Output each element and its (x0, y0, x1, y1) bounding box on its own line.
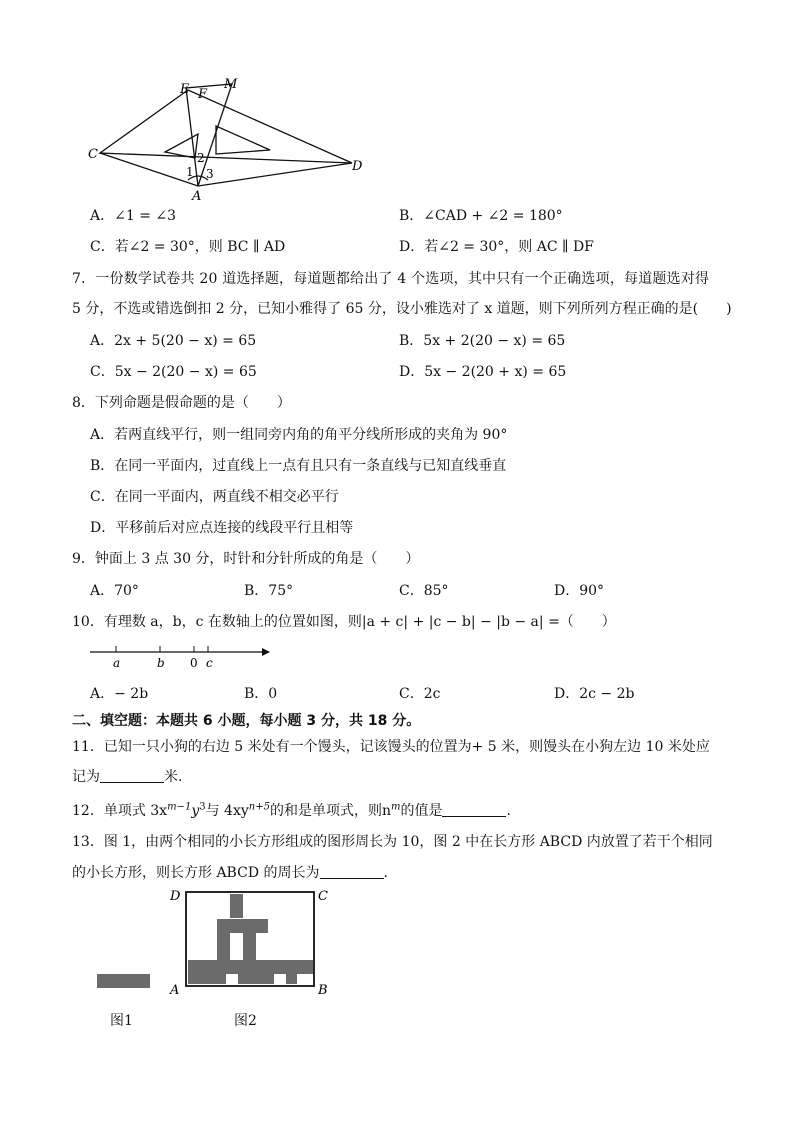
q7-option-b: B．5x + 2(20 − x) = 65 (399, 333, 566, 349)
q13-stem-line2 (72, 862, 388, 882)
corner-label-A: A (170, 983, 180, 998)
fig1-caption: 图1 (110, 1013, 133, 1029)
q6-option-b: B．∠CAD + ∠2 = 180° (399, 208, 563, 224)
corner-label-C: C (318, 889, 328, 904)
q6-option-a: A．∠1 = ∠3 (90, 208, 177, 224)
label-2: 2 (197, 151, 205, 165)
q7-option-d: D．5x − 2(20 + x) = 65 (399, 364, 567, 380)
q12-blank (442, 802, 506, 817)
q13-blank (320, 864, 384, 879)
q6-option-c: C．若∠2 = 30°，则 BC ∥ AD (90, 239, 286, 255)
label-E: E (180, 82, 190, 97)
q12-mid3: 的和是单项式，则n (269, 803, 391, 819)
q12-prefix: 12．单项式 3x (72, 803, 168, 819)
line-AD (198, 163, 352, 186)
label-1: 1 (186, 165, 194, 179)
q10-stem: 10．有理数 a，b，c 在数轴上的位置如图，则|a + c| + |c − b| − |b − a| =（ ） (72, 614, 616, 630)
section-title: 二、填空题：本题共 6 小题，每小题 3 分，共 18 分。 (72, 713, 421, 729)
q11-stem-line2 (72, 766, 182, 786)
q12-stem (72, 800, 511, 820)
q12-sup4: m (391, 801, 401, 813)
q12-sup1: m−1 (167, 801, 192, 813)
q6-option-d: D．若∠2 = 30°，则 AC ∥ DF (399, 239, 594, 255)
q7-option-c: C．5x − 2(20 − x) = 65 (90, 364, 257, 380)
q8-option-b: B．在同一平面内，过直线上一点有且只有一条直线与已知直线垂直 (90, 458, 507, 474)
q8-option-a: A．若两直线平行，则一组同旁内角的角平分线所形成的夹角为 90° (90, 427, 508, 443)
label-M: M (224, 78, 238, 92)
q10-option-d: D．2c − 2b (554, 686, 635, 702)
q12-suffix: 的值是 (400, 803, 443, 819)
q9-stem: 9．钟面上 3 点 30 分，时针和分针所成的角是（ ） (72, 551, 420, 567)
q11-text-a: 记为 (72, 769, 100, 785)
fig2-caption: 图2 (234, 1013, 257, 1029)
q11-text-b: 米. (164, 769, 183, 785)
axis-label-a: a (113, 656, 121, 670)
axis-label-zero: 0 (190, 656, 198, 670)
q9-option-d: D．90° (554, 583, 605, 599)
q12-end: . (506, 803, 511, 819)
q13-text-b: . (383, 865, 388, 881)
fig1-rectangle (97, 974, 150, 988)
label-3: 3 (206, 167, 214, 181)
fig2-figure (168, 884, 338, 1000)
axis-label-c: c (206, 656, 213, 670)
label-A: A (192, 189, 202, 204)
label-C: C (88, 147, 98, 162)
q10-option-a: A．− 2b (90, 686, 149, 702)
q12-sup3: n+5 (248, 801, 270, 813)
q10-option-c: C．2c (399, 686, 441, 702)
q8-option-c: C．在同一平面内，两直线不相交必平行 (90, 489, 339, 505)
q8-option-d: D．平移前后对应点连接的线段平行且相等 (90, 520, 354, 536)
label-F: F (198, 87, 208, 102)
q7-stem-line2: 5 分，不选或错选倒扣 2 分，已知小雅得了 65 分，设小雅选对了 x 道题，则下列所列方程正确的是( ) (72, 301, 732, 317)
q9-option-b: B．75° (244, 583, 294, 599)
q10-option-b: B．0 (244, 686, 278, 702)
q7-stem-line1: 7．一份数学试卷共 20 道选择题，每道题都给出了 4 个选项，其中只有一个正确选项，每道题选对得 (72, 271, 710, 287)
q13-text-a: 的小长方形，则长方形 ABCD 的周长为 (72, 865, 320, 881)
corner-label-D: D (170, 889, 181, 904)
line-CA (100, 153, 198, 186)
axis-label-b: b (157, 656, 165, 670)
q9-option-a: A．70° (90, 583, 139, 599)
q8-stem: 8．下列命题是假命题的是（ ） (72, 395, 291, 411)
q12-mid2: 与 4xy (205, 803, 249, 819)
q11-stem-line1: 11．已知一只小狗的右边 5 米处有一个馒头，记该馒头的位置为+ 5 米，则馒头在小狗左边 10 米处应 (72, 739, 710, 755)
inner-triangle-right (216, 126, 270, 154)
q12-mid1: y (191, 803, 200, 819)
q9-option-c: C．85° (399, 583, 449, 599)
q7-option-a: A．2x + 5(20 − x) = 65 (90, 333, 257, 349)
q6-figure (80, 78, 380, 206)
q13-stem-line1: 13．图 1，由两个相同的小长方形组成的图形周长为 10，图 2 中在长方形 ABCD 内放置了若干个相同 (72, 834, 713, 850)
q12-sup2: 3 (199, 801, 206, 813)
label-D: D (352, 159, 363, 174)
q11-blank (100, 768, 164, 783)
corner-label-B: B (318, 983, 328, 998)
number-line (86, 640, 276, 670)
